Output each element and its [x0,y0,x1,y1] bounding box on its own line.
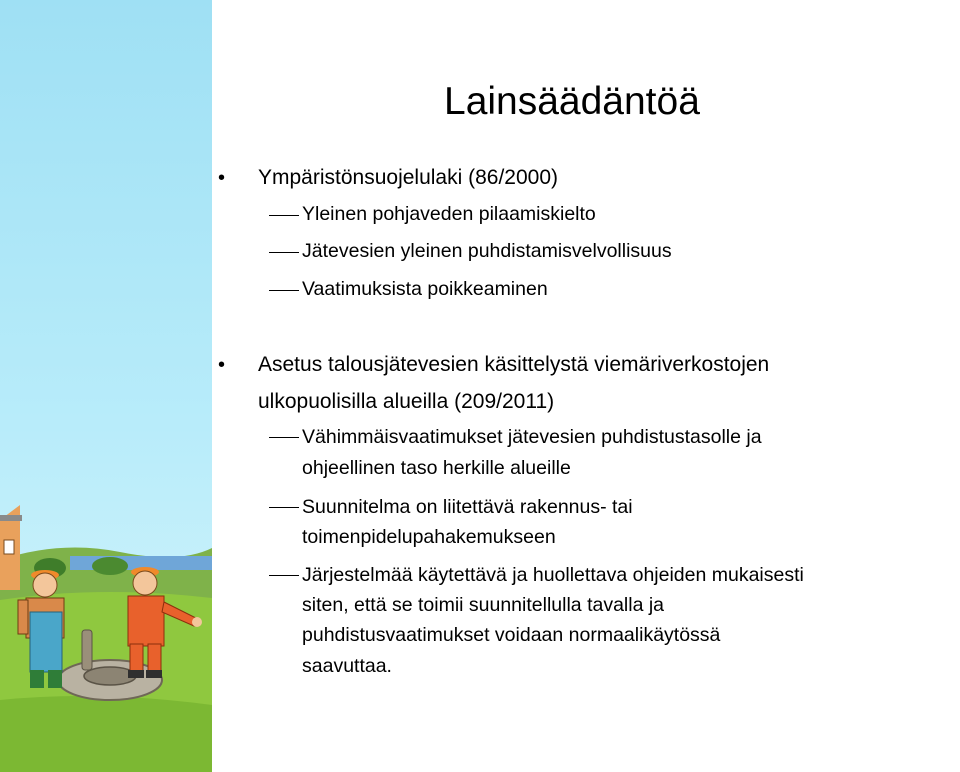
bullet-decree-line: ulkopuolisilla alueilla (209/2011) [258,390,555,413]
sub-item-line: saavuttaa. [302,655,392,677]
sub-item: Jätevesien yleinen puhdistamisvelvollisuus [302,240,672,262]
dash-icon [269,252,299,253]
sub-item-line: siten, että se toimii suunnitellulla tavalla ja [302,594,665,616]
sub-item-line: Järjestelmää käytettävä ja huollettava ohjeiden mukaisesti [302,564,804,586]
bullet-dot-icon: • [218,354,226,376]
sub-item-line: Suunnitelma on liitettävä rakennus- tai [302,496,633,518]
slide-title: Lainsäädäntöä [444,80,700,123]
sub-item-line: Vähimmäisvaatimukset jätevesien puhdistustasolle ja [302,426,762,448]
dash-icon [269,575,299,576]
sub-item-line: puhdistusvaatimukset voidaan normaalikäytössä [302,624,721,646]
sub-item: Vaatimuksista poikkeaminen [302,278,548,300]
sub-item-line: ohjeellinen taso herkille alueille [302,457,571,479]
illustration-panel [0,0,212,772]
bullet-dot-icon: • [218,167,226,189]
dash-icon [269,507,299,508]
sub-item: Yleinen pohjaveden pilaamiskielto [302,203,596,225]
dash-icon [269,215,299,216]
dash-icon [269,290,299,291]
sub-item-line: toimenpidelupahakemukseen [302,526,556,548]
bullet-decree-line: Asetus talousjätevesien käsittelystä viemäriverkostojen [258,353,770,376]
workers-illustration-icon [0,0,212,772]
bullet-law-title: Ympäristönsuojelulaki (86/2000) [258,166,558,189]
dash-icon [269,437,299,438]
